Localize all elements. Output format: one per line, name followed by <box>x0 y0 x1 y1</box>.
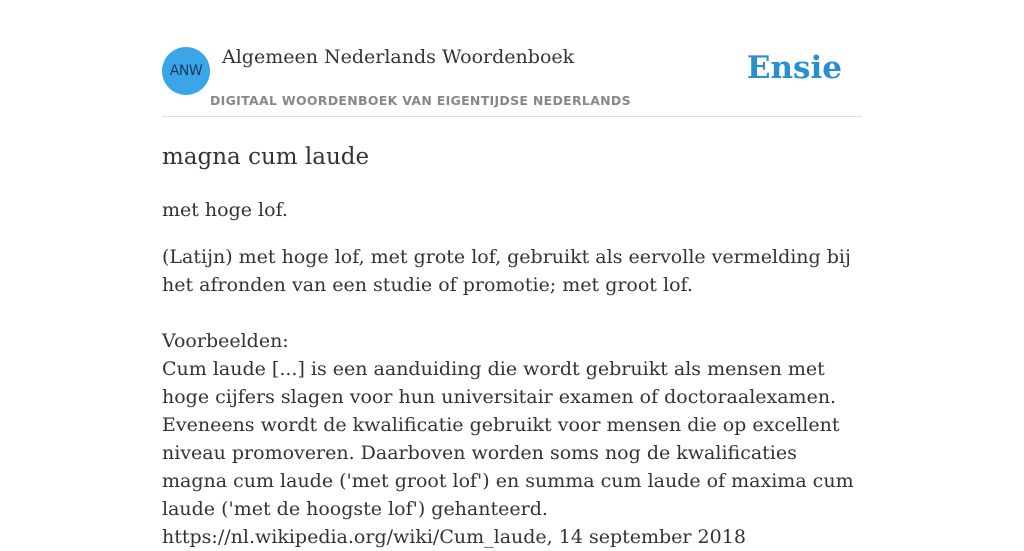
example-source: https://nl.wikipedia.org/wiki/Cum_laude, 14 september 2018 <box>162 526 746 548</box>
long-definition: (Latijn) met hoge lof, met grote lof, gebruikt als eervolle vermelding bij het afronden van een studie of promotie; met groot lof. <box>162 246 851 296</box>
site-subtitle: DIGITAAL WOORDENBOEK VAN EIGENTIJDSE NEDERLANDS <box>210 93 631 108</box>
examples-label: Voorbeelden: <box>162 330 289 352</box>
anw-logo[interactable]: ANW <box>162 47 210 95</box>
ensie-brand-link[interactable]: Ensie <box>746 50 842 86</box>
example-text: Cum laude [...] is een aanduiding die wordt gebruikt als mensen met hoge cijfers slagen voor hun universitair examen of doctoraalexamen. Eveneens wordt de kwalificatie gebruikt voor mensen die op excellent niveau promoveren. Daarboven worden soms nog de kwalificaties magna cum laude ('met groot lof') en summa cum laude of maxima cum laude ('met de hoogste lof') gehanteerd. <box>162 358 854 520</box>
entry-content <box>162 143 862 551</box>
main-container <box>162 0 862 551</box>
entry-title: magna cum laude <box>162 144 370 170</box>
site-title[interactable]: Algemeen Nederlands Woordenboek <box>222 46 575 68</box>
site-header <box>162 0 862 117</box>
short-definition: met hoge lof. <box>162 199 288 221</box>
